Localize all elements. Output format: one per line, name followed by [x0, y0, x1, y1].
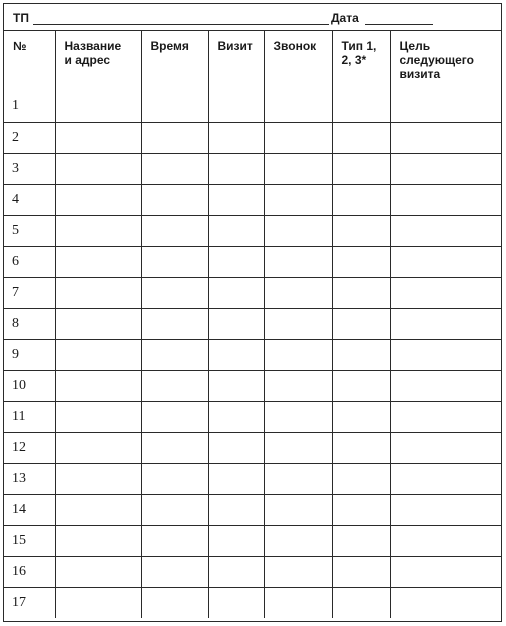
table-row — [4, 184, 501, 215]
row-number: 15 — [4, 525, 55, 556]
row-number: 1 — [4, 91, 55, 122]
table-cell[interactable] — [264, 401, 332, 432]
table-cell[interactable] — [332, 525, 390, 556]
table-cell[interactable] — [141, 525, 208, 556]
table-cell[interactable] — [390, 432, 501, 463]
table-cell[interactable] — [332, 122, 390, 153]
table-cell[interactable] — [141, 587, 208, 618]
table-cell[interactable] — [141, 494, 208, 525]
table-cell[interactable] — [55, 494, 141, 525]
table-cell[interactable] — [332, 556, 390, 587]
table-row — [4, 91, 501, 122]
table-cell[interactable] — [264, 339, 332, 370]
table-row — [4, 463, 501, 494]
table-cell[interactable] — [264, 153, 332, 184]
table-cell[interactable] — [208, 153, 264, 184]
table-cell[interactable] — [55, 370, 141, 401]
visit-log-form — [3, 3, 502, 622]
table-cell[interactable] — [208, 494, 264, 525]
table-cell[interactable] — [141, 91, 208, 122]
table-cell[interactable] — [55, 215, 141, 246]
row-number: 14 — [4, 494, 55, 525]
row-number: 6 — [4, 246, 55, 277]
table-cell[interactable] — [141, 401, 208, 432]
row-number: 3 — [4, 153, 55, 184]
column-header: Цель следующего визита — [390, 31, 501, 91]
table-cell[interactable] — [141, 246, 208, 277]
table-cell[interactable] — [55, 91, 141, 122]
column-header: Название и адрес — [55, 31, 141, 91]
table-cell[interactable] — [55, 339, 141, 370]
table-cell[interactable] — [141, 339, 208, 370]
table-cell[interactable] — [332, 153, 390, 184]
table-cell[interactable] — [390, 525, 501, 556]
table-cell[interactable] — [332, 587, 390, 618]
table-cell[interactable] — [264, 308, 332, 339]
column-header: Звонок — [264, 31, 332, 91]
date-fill-line[interactable] — [365, 24, 433, 25]
table-cell[interactable] — [264, 215, 332, 246]
table-body — [4, 91, 501, 618]
table-cell[interactable] — [264, 463, 332, 494]
table-cell[interactable] — [390, 122, 501, 153]
column-header: Тип 1, 2, 3* — [332, 31, 390, 91]
table-cell[interactable] — [264, 556, 332, 587]
table-cell[interactable] — [208, 587, 264, 618]
row-number: 4 — [4, 184, 55, 215]
table-cell[interactable] — [141, 308, 208, 339]
table-row — [4, 525, 501, 556]
table-row — [4, 494, 501, 525]
row-number: 17 — [4, 587, 55, 618]
table-cell[interactable] — [264, 587, 332, 618]
table-cell[interactable] — [208, 308, 264, 339]
table-cell[interactable] — [55, 308, 141, 339]
row-number: 16 — [4, 556, 55, 587]
table-cell[interactable] — [141, 122, 208, 153]
table-cell[interactable] — [55, 525, 141, 556]
table-row — [4, 246, 501, 277]
row-number: 9 — [4, 339, 55, 370]
table-cell[interactable] — [264, 370, 332, 401]
table-cell[interactable] — [141, 432, 208, 463]
row-number: 5 — [4, 215, 55, 246]
table-cell[interactable] — [332, 246, 390, 277]
table-cell[interactable] — [208, 463, 264, 494]
table-cell[interactable] — [55, 556, 141, 587]
table-cell[interactable] — [264, 277, 332, 308]
table-row — [4, 215, 501, 246]
table-cell[interactable] — [264, 525, 332, 556]
table-cell[interactable] — [55, 153, 141, 184]
table-cell[interactable] — [264, 494, 332, 525]
table-cell[interactable] — [332, 308, 390, 339]
table-cell[interactable] — [332, 215, 390, 246]
table-cell[interactable] — [332, 494, 390, 525]
table-cell[interactable] — [264, 184, 332, 215]
table-cell[interactable] — [55, 401, 141, 432]
table-cell[interactable] — [141, 215, 208, 246]
table-cell[interactable] — [390, 401, 501, 432]
table-cell[interactable] — [208, 215, 264, 246]
table-cell[interactable] — [55, 432, 141, 463]
table-cell[interactable] — [208, 339, 264, 370]
table-cell[interactable] — [208, 122, 264, 153]
table-cell[interactable] — [390, 308, 501, 339]
visit-table — [4, 31, 501, 618]
column-header: Время — [141, 31, 208, 91]
tp-fill-line[interactable] — [33, 24, 329, 25]
table-cell[interactable] — [141, 277, 208, 308]
table-cell[interactable] — [332, 339, 390, 370]
table-cell[interactable] — [332, 401, 390, 432]
column-header: № — [4, 31, 55, 91]
row-number: 11 — [4, 401, 55, 432]
table-cell[interactable] — [141, 556, 208, 587]
table-cell[interactable] — [332, 370, 390, 401]
table-row — [4, 339, 501, 370]
table-cell[interactable] — [55, 587, 141, 618]
table-cell[interactable] — [332, 184, 390, 215]
table-cell[interactable] — [390, 184, 501, 215]
table-cell[interactable] — [264, 122, 332, 153]
table-cell[interactable] — [390, 494, 501, 525]
table-row — [4, 153, 501, 184]
table-cell[interactable] — [390, 556, 501, 587]
table-cell[interactable] — [390, 277, 501, 308]
date-label: Дата — [331, 11, 359, 25]
table-row — [4, 432, 501, 463]
table-cell[interactable] — [264, 432, 332, 463]
tp-label: ТП — [13, 11, 29, 25]
table-cell[interactable] — [264, 246, 332, 277]
row-number: 10 — [4, 370, 55, 401]
table-cell[interactable] — [390, 153, 501, 184]
row-number: 7 — [4, 277, 55, 308]
row-number: 2 — [4, 122, 55, 153]
table-cell[interactable] — [208, 401, 264, 432]
row-number: 12 — [4, 432, 55, 463]
table-cell[interactable] — [55, 277, 141, 308]
table-cell[interactable] — [332, 432, 390, 463]
row-number: 13 — [4, 463, 55, 494]
row-number: 8 — [4, 308, 55, 339]
table-cell[interactable] — [208, 525, 264, 556]
table-cell[interactable] — [264, 91, 332, 122]
table-cell[interactable] — [55, 246, 141, 277]
table-cell[interactable] — [332, 91, 390, 122]
table-cell[interactable] — [390, 246, 501, 277]
table-row — [4, 122, 501, 153]
table-cell[interactable] — [55, 463, 141, 494]
table-row — [4, 587, 501, 618]
table-cell[interactable] — [208, 246, 264, 277]
form-header — [4, 4, 501, 31]
table-cell[interactable] — [332, 463, 390, 494]
table-cell[interactable] — [208, 556, 264, 587]
table-cell[interactable] — [390, 91, 501, 122]
table-cell[interactable] — [141, 370, 208, 401]
table-cell[interactable] — [332, 277, 390, 308]
table-cell[interactable] — [390, 339, 501, 370]
table-row — [4, 556, 501, 587]
column-header: Визит — [208, 31, 264, 91]
table-cell[interactable] — [208, 277, 264, 308]
table-cell[interactable] — [208, 91, 264, 122]
table-row — [4, 308, 501, 339]
table-cell[interactable] — [208, 184, 264, 215]
table-header-row — [4, 31, 501, 91]
table-row — [4, 401, 501, 432]
table-row — [4, 277, 501, 308]
table-cell[interactable] — [141, 463, 208, 494]
table-cell[interactable] — [141, 153, 208, 184]
table-cell[interactable] — [208, 432, 264, 463]
table-cell[interactable] — [55, 122, 141, 153]
table-row — [4, 370, 501, 401]
table-cell[interactable] — [390, 215, 501, 246]
table-cell[interactable] — [141, 184, 208, 215]
table-cell[interactable] — [55, 184, 141, 215]
table-cell[interactable] — [208, 370, 264, 401]
table-cell[interactable] — [390, 370, 501, 401]
table-cell[interactable] — [390, 587, 501, 618]
table-cell[interactable] — [390, 463, 501, 494]
